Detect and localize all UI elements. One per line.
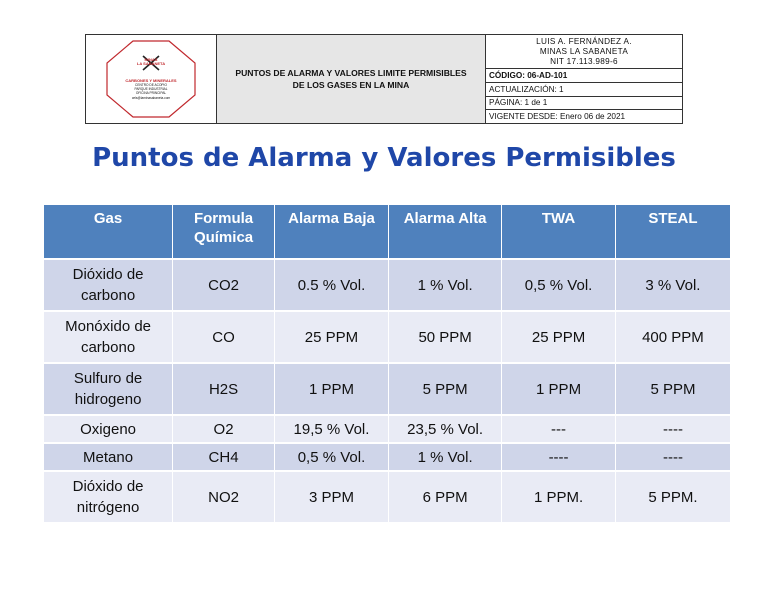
table-row bbox=[44, 472, 730, 522]
header-formula-line1: Formula bbox=[193, 210, 254, 227]
table-header-row bbox=[44, 205, 730, 258]
twa-value: 25 PPM bbox=[502, 312, 615, 362]
header-twa: TWA bbox=[502, 205, 615, 258]
high-alarm-value: 1 % Vol. bbox=[389, 444, 501, 470]
gas-name-line1: Monóxido de bbox=[65, 318, 152, 335]
low-alarm-value: 1 PPM bbox=[275, 364, 388, 414]
table-row bbox=[44, 444, 730, 470]
company-logo bbox=[105, 39, 197, 119]
twa-value: 1 PPM. bbox=[502, 472, 615, 522]
header-meta bbox=[486, 35, 682, 123]
company-brand: MINAS LA SABANETA bbox=[539, 46, 629, 56]
high-alarm-value: 5 PPM bbox=[389, 364, 501, 414]
header-title-line2: DE LOS GASES EN LA MINA bbox=[292, 80, 410, 90]
document-header bbox=[85, 34, 683, 124]
logo-text bbox=[105, 39, 197, 119]
steal-value: 400 PPM bbox=[616, 312, 730, 362]
header-gas: Gas bbox=[44, 205, 172, 258]
twa-value: --- bbox=[502, 416, 615, 442]
high-alarm-value: 23,5 % Vol. bbox=[389, 416, 501, 442]
gas-name-line2: nitrógeno bbox=[76, 499, 140, 516]
header-title bbox=[217, 35, 486, 123]
twa-value: ---- bbox=[502, 444, 615, 470]
steal-value: 3 % Vol. bbox=[616, 260, 730, 310]
logo-line3: CARBONES Y MINERALES bbox=[125, 77, 177, 83]
gas-name-line2: carbono bbox=[80, 287, 136, 304]
high-alarm-value: 50 PPM bbox=[389, 312, 501, 362]
gas-formula: NO2 bbox=[173, 472, 274, 522]
table-row bbox=[44, 364, 730, 414]
low-alarm-value: 19,5 % Vol. bbox=[275, 416, 388, 442]
logo-line5: PARQUE INDUSTRIAL bbox=[134, 87, 168, 92]
steal-value: ---- bbox=[616, 416, 730, 442]
doc-page: PÁGINA: 1 de 1 bbox=[486, 97, 682, 111]
logo-line4: CENTRO DE ACOPIO bbox=[135, 82, 167, 87]
steal-value: 5 PPM. bbox=[616, 472, 730, 522]
gas-name bbox=[44, 472, 172, 522]
header-low-alarm: Alarma Baja bbox=[275, 205, 388, 258]
low-alarm-value: 0,5 % Vol. bbox=[275, 444, 388, 470]
low-alarm-value: 25 PPM bbox=[275, 312, 388, 362]
header-steal: STEAL bbox=[616, 205, 730, 258]
gas-formula: CH4 bbox=[173, 444, 274, 470]
high-alarm-value: 1 % Vol. bbox=[389, 260, 501, 310]
low-alarm-value: 3 PPM bbox=[275, 472, 388, 522]
gas-name bbox=[44, 260, 172, 310]
doc-code: CÓDIGO: 06-AD-101 bbox=[486, 69, 682, 83]
header-title-line1: PUNTOS DE ALARMA Y VALORES LIMITE PERMISIBLES bbox=[235, 68, 467, 78]
gas-name-line2: hidrogeno bbox=[74, 391, 142, 408]
logo-line6: OFICINA PRINCIPAL bbox=[135, 91, 167, 96]
gas-formula: H2S bbox=[173, 364, 274, 414]
header-high-alarm: Alarma Alta bbox=[389, 205, 501, 258]
low-alarm-value: 0.5 % Vol. bbox=[275, 260, 388, 310]
logo-line1: MINAS bbox=[144, 57, 158, 63]
table-row bbox=[44, 260, 730, 310]
steal-value: 5 PPM bbox=[616, 364, 730, 414]
gas-formula: CO2 bbox=[173, 260, 274, 310]
gas-name-line1: Sulfuro de bbox=[73, 370, 143, 387]
header-formula-line2: Química bbox=[193, 229, 254, 246]
twa-value: 1 PPM bbox=[502, 364, 615, 414]
gas-name bbox=[44, 312, 172, 362]
gas-name: Metano bbox=[44, 444, 172, 470]
gas-name-line2: carbono bbox=[80, 339, 136, 356]
gas-name-line1: Dióxido de bbox=[72, 266, 144, 283]
gas-formula: O2 bbox=[173, 416, 274, 442]
gas-formula: CO bbox=[173, 312, 274, 362]
logo-cell bbox=[86, 35, 217, 123]
doc-update: ACTUALIZACIÓN: 1 bbox=[486, 83, 682, 97]
company-name: LUIS A. FERNÁNDEZ A. bbox=[536, 36, 632, 46]
header-company bbox=[486, 35, 682, 69]
logo-line2: LA SABANETA bbox=[136, 61, 166, 67]
logo-line7: cels@laminasabaneta.com bbox=[131, 95, 171, 100]
table-row bbox=[44, 312, 730, 362]
gas-name-line1: Dióxido de bbox=[72, 478, 144, 495]
header-formula bbox=[173, 205, 274, 258]
high-alarm-value: 6 PPM bbox=[389, 472, 501, 522]
gas-limits-table bbox=[43, 203, 731, 524]
page-title: Puntos de Alarma y Valores Permisibles bbox=[92, 143, 676, 173]
table-row bbox=[44, 416, 730, 442]
twa-value: 0,5 % Vol. bbox=[502, 260, 615, 310]
steal-value: ---- bbox=[616, 444, 730, 470]
gas-name bbox=[44, 364, 172, 414]
gas-name: Oxigeno bbox=[44, 416, 172, 442]
doc-valid-from: VIGENTE DESDE: Enero 06 de 2021 bbox=[489, 112, 626, 122]
company-nit: NIT 17.113.989-6 bbox=[550, 56, 618, 66]
